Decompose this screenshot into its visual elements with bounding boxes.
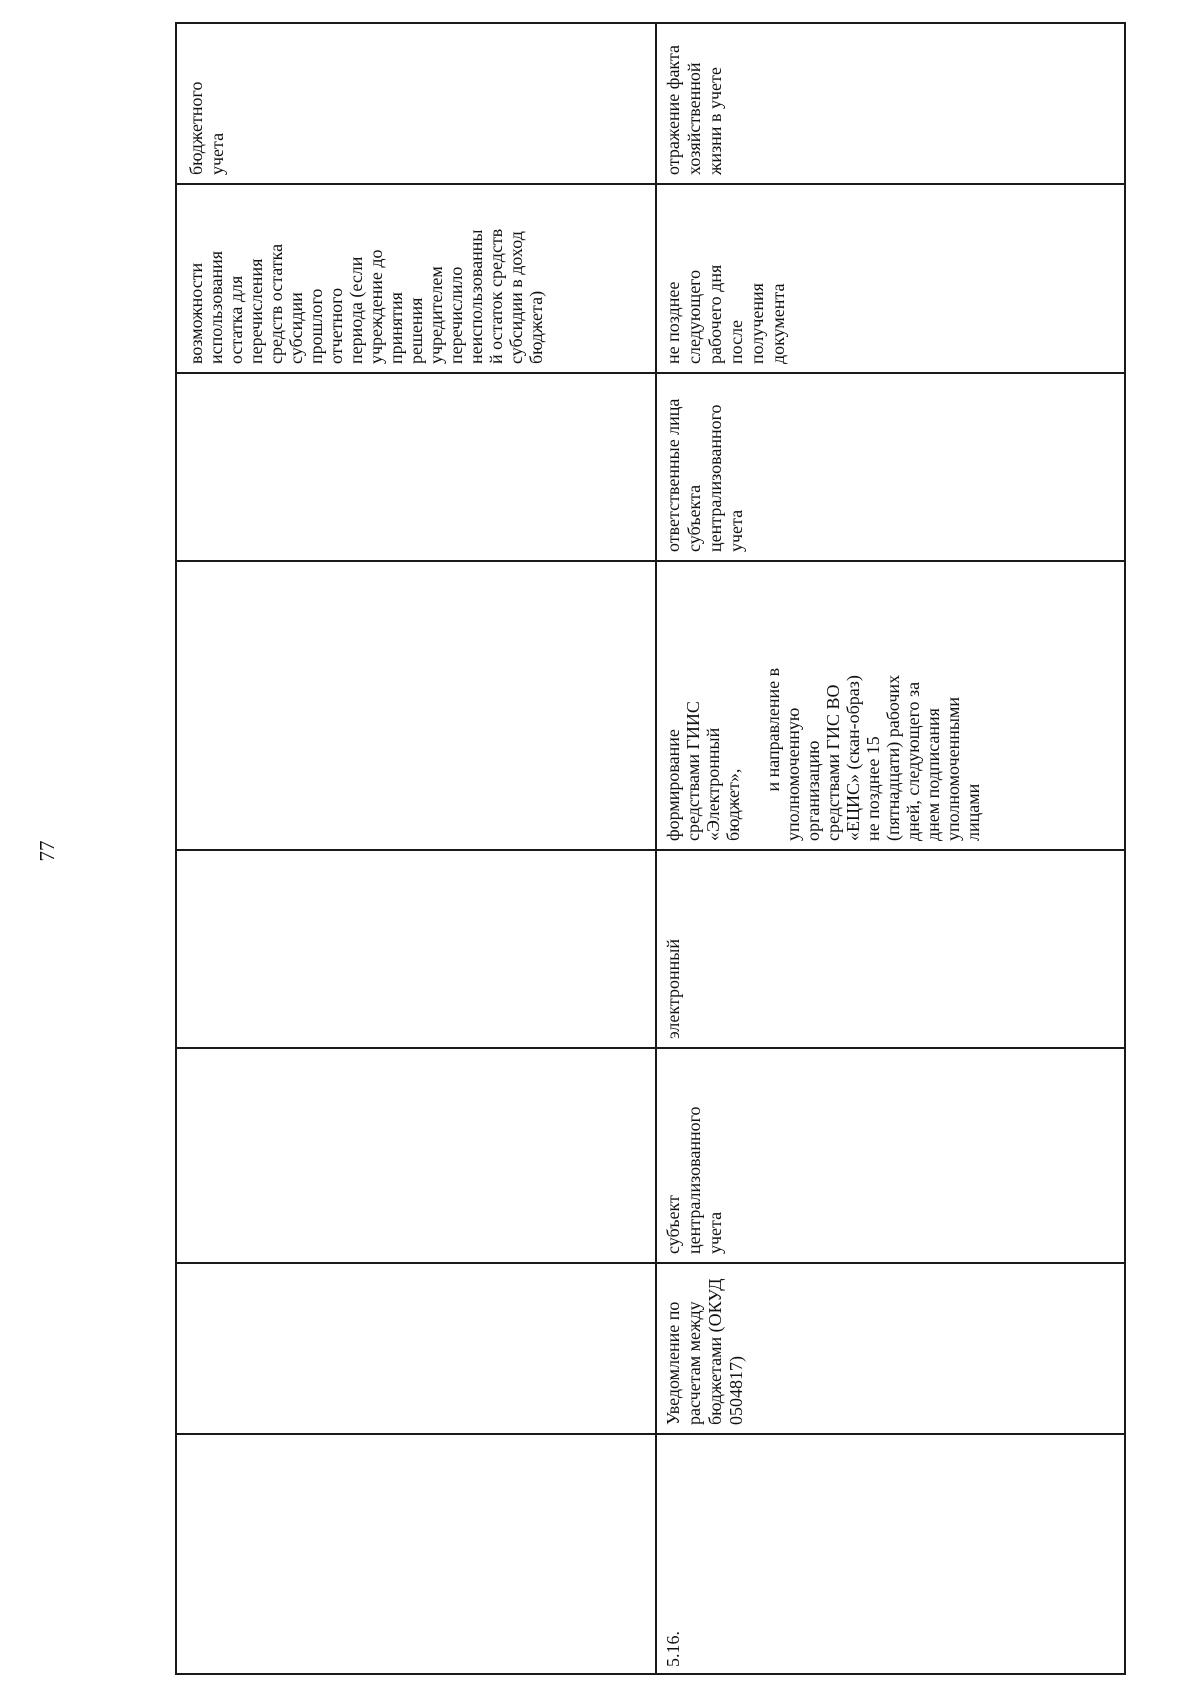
cell-document-name: Уведомление по расчетам между бюджетами (ОКУД 0504817) [663,1278,746,1425]
cell-continued-usage: бюджетного учета [186,81,227,175]
page-number: 77 [35,840,59,862]
cell-procedure: формирование средствами ГИИС «Электронный бюджет», и направление в уполномоченную организацию средствами ГИС ВО «ЕЦИС» (скан-образ) не позднее 15 (пятнадцати) рабочих дней, следующего за днем подписания уполномоченными лицами [663,667,983,841]
cell-document-form: электронный [663,939,683,1039]
cell-purpose: отражение факта хозяйственной жизни в учете [663,44,725,175]
cell-continued-purpose: возможности использования остатка для перечисления средств остатка субсидии прошлого отчетного периода (если учреждение до принятия решения учредителем перечислило неиспользованны й остаток средств субсидии в доход бюджета) [186,228,546,364]
cell-creator: субъект централизованного учета [663,1106,725,1254]
cell-responsible: ответственные лица субъекта централизованного учета [663,398,746,552]
cell-row-number: 5.16. [663,1631,683,1667]
cell-deadline: не позднее следующего рабочего дня после получения документа [663,264,788,364]
document-table [175,22,1126,1675]
